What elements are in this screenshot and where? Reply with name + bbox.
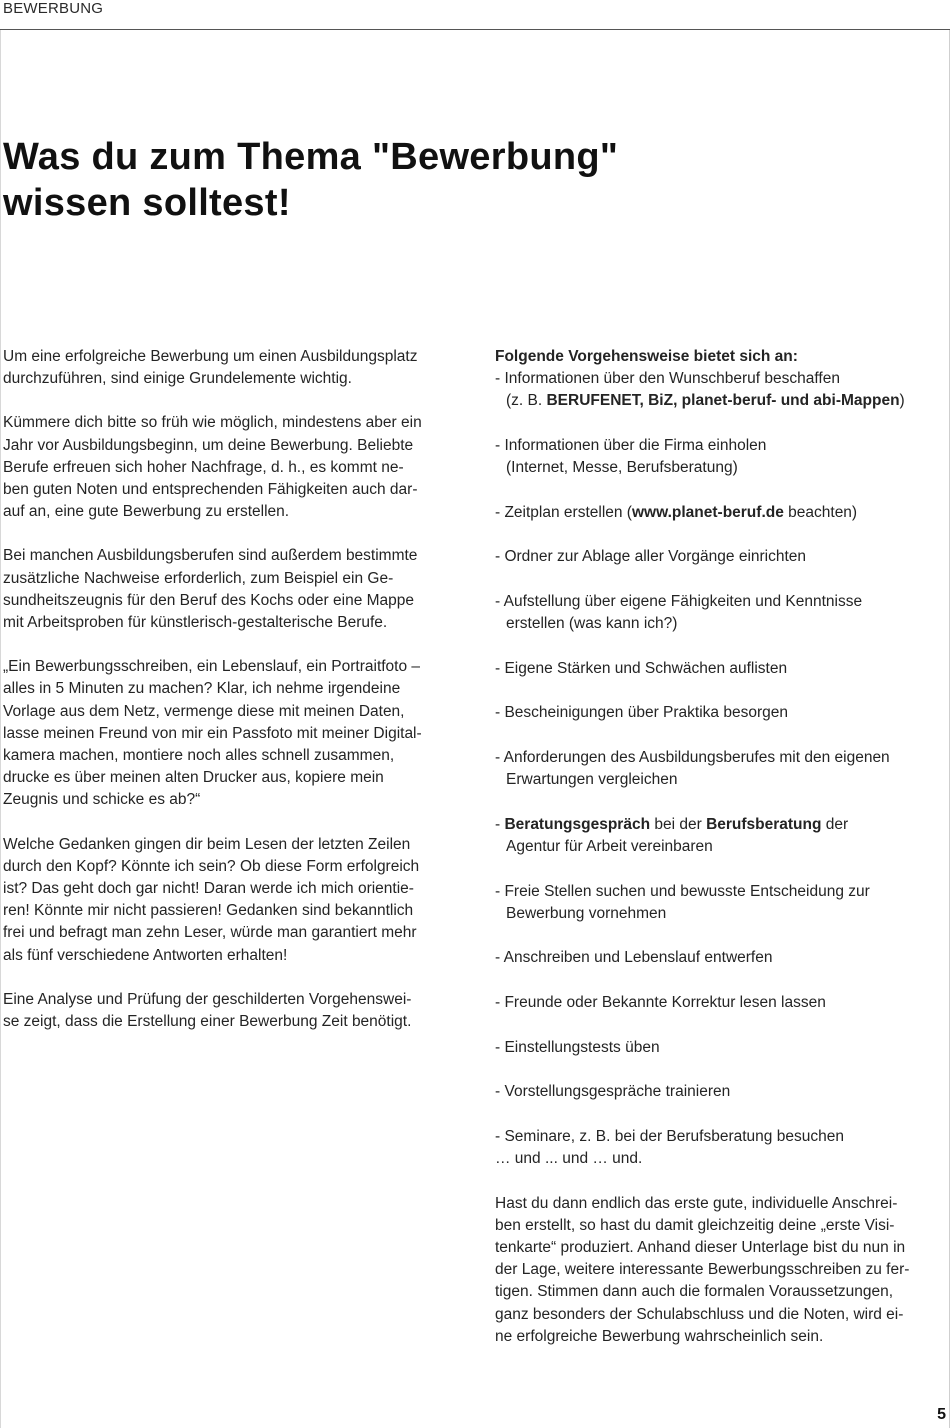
- text-line: Welche Gedanken gingen dir beim Lesen der letzten Zeilen: [3, 835, 411, 853]
- text-line: kamera machen, montiere noch alles schnell zusammen,: [3, 747, 395, 765]
- text-line: ren! Könnte mir nicht passieren! Gedanken sind bekanntlich: [3, 902, 414, 920]
- body-paragraph: [3, 834, 473, 967]
- body-paragraph: [3, 656, 473, 811]
- procedure-heading: Folgende Vorgehensweise bietet sich an:: [495, 348, 798, 365]
- text-line: Eine Analyse und Prüfung der geschilderten Vorgehenswei-: [3, 990, 412, 1008]
- step-text: - Anschreiben und Lebenslauf entwerfen: [495, 949, 772, 966]
- step-item: [495, 1037, 945, 1059]
- text-line: Zeugnis und schicke es ab?“: [3, 791, 201, 809]
- step-text: - Anforderungen des Ausbildungsberufes mit den eigenen: [495, 749, 890, 766]
- step-continuation: … und ... und … und.: [495, 1149, 643, 1167]
- text-line: tenkarte“ produziert. Anhand dieser Unterlage bist du nun in: [495, 1238, 906, 1256]
- text-line: ist? Das geht doch gar nicht! Daran werde ich mich orientie-: [3, 880, 414, 898]
- text-line: lasse meinen Freund von mir ein Passfoto mit meiner Digital-: [3, 724, 422, 742]
- text-line: ben erstellt, so hast du damit gleichzeitig deine „erste Visi-: [495, 1216, 895, 1234]
- text-line: durch den Kopf? Könnte ich sein? Ob diese Form erfolgreich: [3, 857, 420, 875]
- text-line: alles in 5 Minuten zu machen? Klar, ich nehme irgendeine: [3, 680, 401, 698]
- step-text: - Freunde oder Bekannte Korrektur lesen lassen: [495, 994, 826, 1011]
- step-continuation: Agentur für Arbeit vereinbaren: [506, 837, 713, 855]
- step-item: [495, 591, 945, 635]
- text-line: durchzuführen, sind einige Grundelemente wichtig.: [3, 370, 352, 388]
- step-item: [495, 702, 945, 724]
- step-emphasis: Beratungsgespräch: [504, 815, 651, 833]
- text-line: zusätzliche Nachweise erforderlich, zum Beispiel ein Ge-: [3, 569, 394, 587]
- step-text: - Vorstellungsgespräche trainieren: [495, 1083, 730, 1100]
- step-emphasis: www.planet-beruf.de: [631, 503, 784, 521]
- text-line: drucke es über meinen alten Drucker aus, kopiere mein: [3, 769, 384, 787]
- step-item: [495, 1081, 945, 1103]
- body-paragraph: [3, 412, 473, 523]
- step-item: [495, 814, 945, 858]
- step-text: - Eigene Stärken und Schwächen auflisten: [495, 660, 787, 677]
- step-text: - Seminare, z. B. bei der Berufsberatung besuchen: [495, 1128, 844, 1145]
- left-page-edge: [0, 30, 1, 1428]
- step-item: [495, 947, 945, 969]
- left-column: [3, 346, 473, 1055]
- step-continuation: Bewerbung vornehmen: [506, 904, 667, 922]
- page-number: 5: [937, 1406, 946, 1423]
- step-item: [495, 747, 945, 791]
- step-continuation: (Internet, Messe, Berufsberatung): [506, 459, 738, 477]
- text-line: als fünf verschiedene Antworten erhalten!: [3, 946, 288, 964]
- step-text: - Zeitplan erstellen (www.planet-beruf.de beachten): [495, 504, 857, 521]
- step-item: [495, 435, 945, 479]
- body-paragraph: [3, 989, 473, 1033]
- step-item: [495, 546, 945, 568]
- right-column: [495, 346, 945, 1370]
- text-line: der Lage, weitere interessante Bewerbungsschreiben zu fer-: [495, 1261, 910, 1279]
- step-text: - Einstellungstests üben: [495, 1039, 660, 1056]
- step-emphasis: Berufsberatung: [706, 815, 822, 833]
- text-line: Jahr vor Ausbildungsbeginn, um deine Bewerbung. Beliebte: [3, 436, 414, 454]
- title-line-2: wissen solltest!: [3, 182, 291, 224]
- body-paragraph: [3, 346, 473, 390]
- text-line: Vorlage aus dem Netz, vermenge diese mit meinen Daten,: [3, 702, 405, 720]
- text-line: Um eine erfolgreiche Bewerbung um einen Ausbildungsplatz: [3, 348, 418, 365]
- text-line: Kümmere dich bitte so früh wie möglich, mindestens aber ein: [3, 414, 422, 432]
- step-item: [495, 502, 945, 524]
- text-line: auf an, eine gute Bewerbung zu erstellen.: [3, 503, 290, 521]
- step-continuation: erstellen (was kann ich?): [506, 615, 678, 633]
- step-item: [495, 1126, 945, 1170]
- text-line: Berufe erfreuen sich hoher Nachfrage, d. h., es kommt ne-: [3, 458, 404, 476]
- step-text: - Informationen über den Wunschberuf beschaffen: [495, 370, 840, 387]
- text-line: se zeigt, dass die Erstellung einer Bewerbung Zeit benötigt.: [3, 1013, 412, 1031]
- step-text: - Ordner zur Ablage aller Vorgänge einrichten: [495, 548, 806, 565]
- step-item: [495, 658, 945, 680]
- text-line: frei und befragt man zehn Leser, würde man garantiert mehr: [3, 924, 417, 942]
- header-rule: [0, 29, 950, 30]
- text-line: Hast du dann endlich das erste gute, individuelle Anschrei-: [495, 1194, 898, 1212]
- body-paragraph: [3, 545, 473, 634]
- closing-paragraph: [495, 1193, 945, 1348]
- step-text: - Informationen über die Firma einholen: [495, 437, 766, 454]
- step-continuation: (z. B. BERUFENET, BiZ, planet-beruf- und abi-Mappen): [506, 392, 905, 410]
- step-continuation: Erwartungen vergleichen: [506, 771, 678, 789]
- step-emphasis: BERUFENET, BiZ, planet-beruf- und abi-Mappen: [546, 392, 900, 410]
- text-line: ben guten Noten und entsprechenden Fähigkeiten auch dar-: [3, 481, 418, 499]
- text-line: ganz besonders der Schulabschluss und die Noten, wird ei-: [495, 1305, 904, 1323]
- text-line: ne erfolgreiche Bewerbung wahrscheinlich sein.: [495, 1327, 824, 1345]
- page-title: [3, 134, 618, 226]
- step-text: - Aufstellung über eigene Fähigkeiten und Kenntnisse: [495, 593, 862, 610]
- header-section-label: BEWERBUNG: [3, 0, 104, 17]
- procedure-steps-list: [495, 368, 945, 1170]
- text-line: tigen. Stimmen dann auch die formalen Voraussetzungen,: [495, 1283, 894, 1301]
- title-line-1: Was du zum Thema "Bewerbung": [3, 136, 619, 178]
- step-item: [495, 992, 945, 1014]
- step-item: [495, 368, 945, 412]
- step-text: - Bescheinigungen über Praktika besorgen: [495, 704, 788, 721]
- text-line: sundheitszeugnis für den Beruf des Kochs oder eine Mappe: [3, 591, 415, 609]
- step-text: - Freie Stellen suchen und bewusste Entscheidung zur: [495, 883, 870, 900]
- step-text: - Beratungsgespräch bei der Berufsberatung der: [495, 816, 848, 833]
- text-line: mit Arbeitsproben für künstlerisch-gestalterische Berufe.: [3, 614, 388, 632]
- text-line: Bei manchen Ausbildungsberufen sind außerdem bestimmte: [3, 547, 418, 565]
- step-item: [495, 881, 945, 925]
- text-line: „Ein Bewerbungsschreiben, ein Lebenslauf, ein Portraitfoto –: [3, 658, 421, 676]
